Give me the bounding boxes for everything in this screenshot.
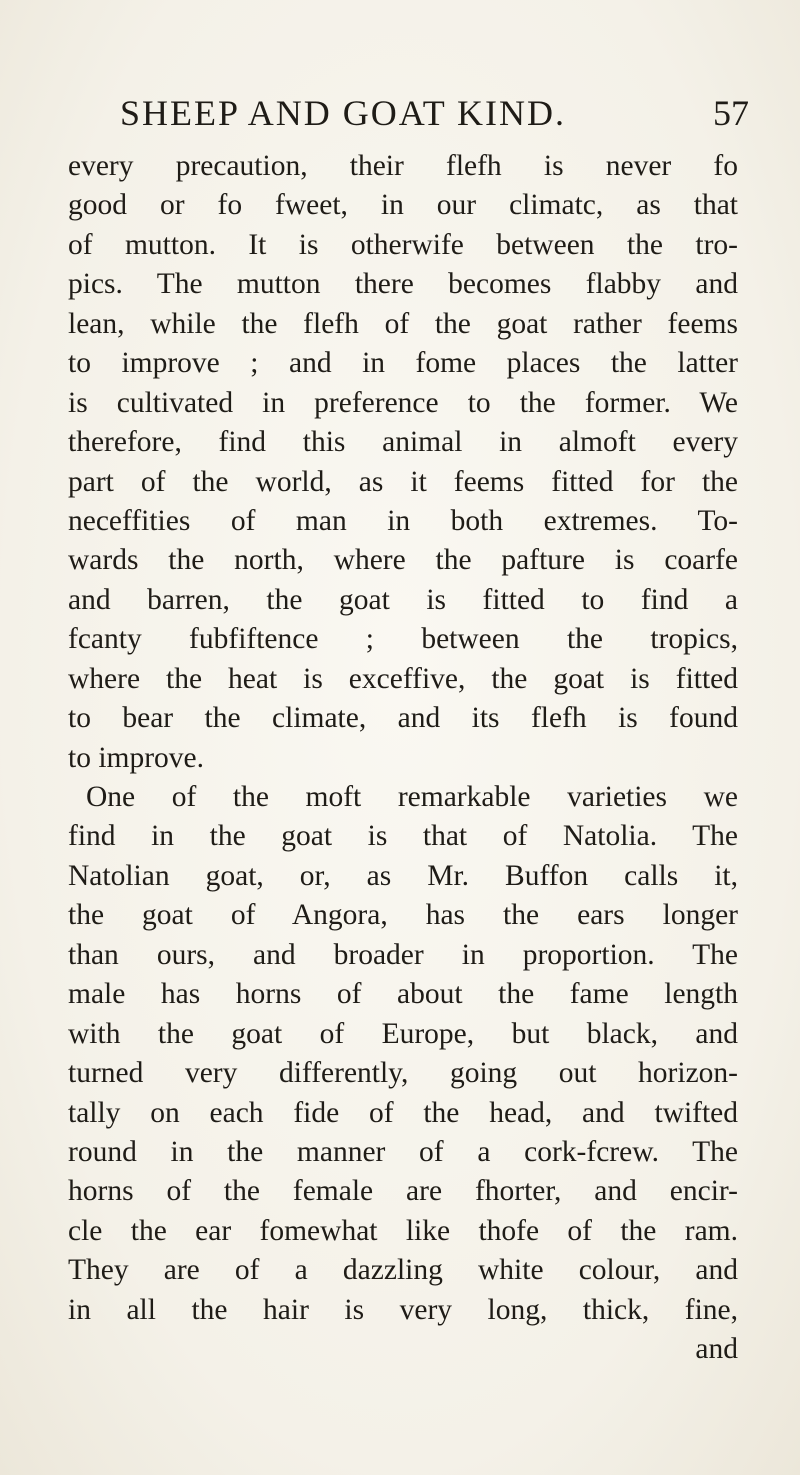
body-text: [68, 147, 738, 1370]
text-line: and barren, the goat is fitted to find a: [68, 583, 738, 616]
text-line: to improve ; and in fome places the latter: [68, 347, 738, 380]
text-line: One of the moft remarkable varieties we: [86, 781, 738, 813]
running-title: SHEEP AND GOAT KIND.: [120, 93, 567, 133]
text-line: tally on each fide of the head, and twifted: [68, 1096, 738, 1129]
text-line: is cultivated in preference to the former. We: [68, 386, 738, 419]
running-head: [0, 88, 800, 138]
text-line: than ours, and broader in proportion. The: [68, 938, 738, 971]
page-number: 57: [713, 93, 749, 133]
text-line: therefore, find this animal in almoft every: [68, 426, 738, 459]
text-line: turned very differently, going out horizon-: [68, 1057, 738, 1090]
text-line: They are of a dazzling white colour, and: [68, 1254, 738, 1287]
text-line: good or fo fweet, in our climatc, as that: [68, 189, 738, 222]
text-line: with the goat of Europe, but black, and: [68, 1017, 738, 1050]
text-line: in all the hair is very long, thick, fine,: [68, 1293, 738, 1326]
text-line: Natolian goat, or, as Mr. Buffon calls it,: [68, 859, 738, 892]
text-line: part of the world, as it feems fitted for the: [68, 465, 738, 498]
text-line: pics. The mutton there becomes flabby and: [68, 268, 738, 301]
catchword: and: [695, 1333, 738, 1366]
text-line: wards the north, where the pafture is coarfe: [68, 544, 738, 577]
text-line: of mutton. It is otherwife between the tro-: [68, 228, 738, 261]
text-line: find in the goat is that of Natolia. The: [68, 820, 738, 853]
text-line: to improve.: [68, 741, 205, 774]
text-line: lean, while the flefh of the goat rather feems: [68, 307, 738, 340]
text-line: horns of the female are fhorter, and encir-: [68, 1175, 738, 1208]
text-line: cle the ear fomewhat like thofe of the ram.: [68, 1214, 738, 1247]
text-line: fcanty fubfiftence ; between the tropics,: [68, 623, 738, 656]
text-line: neceffities of man in both extremes. To-: [68, 504, 738, 537]
text-line: round in the manner of a cork-fcrew. The: [68, 1135, 738, 1168]
text-line: the goat of Angora, has the ears longer: [68, 899, 738, 932]
text-line: where the heat is exceffive, the goat is fitted: [68, 662, 738, 695]
text-line: every precaution, their flefh is never fo: [68, 150, 738, 182]
text-line: to bear the climate, and its flefh is found: [68, 702, 738, 735]
text-line: male has horns of about the fame length: [68, 978, 738, 1011]
